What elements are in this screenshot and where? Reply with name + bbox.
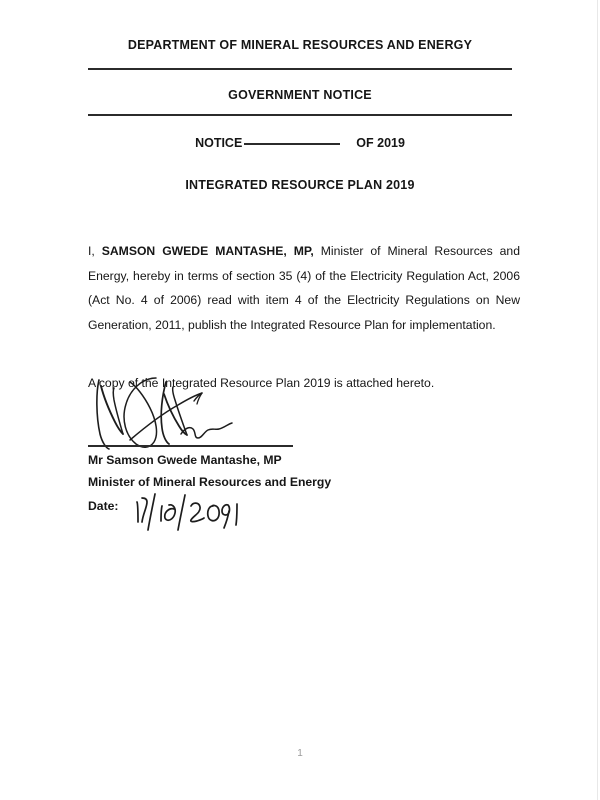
- date-label: Date:: [88, 499, 119, 513]
- signature-line: [88, 445, 293, 447]
- minister-name: SAMSON GWEDE MANTASHE, MP,: [101, 244, 314, 259]
- body-paragraph: [88, 239, 520, 337]
- header-divider-rule-top: [88, 68, 512, 70]
- notice-of-year: OF 2019: [356, 136, 405, 150]
- page-number: 1: [297, 748, 303, 759]
- government-notice-heading: GOVERNMENT NOTICE: [228, 88, 372, 102]
- scan-edge-artifact: [597, 0, 598, 800]
- attachment-paragraph: A copy of the Integrated Resource Plan 2019 is attached hereto.: [88, 376, 435, 391]
- body-lead: I,: [88, 244, 102, 259]
- notice-number-blank: [244, 143, 340, 145]
- page-title: INTEGRATED RESOURCE PLAN 2019: [185, 178, 415, 192]
- signatory-name: Mr Samson Gwede Mantashe, MP: [88, 453, 282, 467]
- body-rest: Minister of Mineral Resources and Energy, hereby in terms of section 35 (4) of the Electricity Regulation Act, 2006 (Act No. 4 of 2006) read with item 4 of the Electricity Regulations on New Generation, 2011, publish the Integrated Resource Plan for implementation.: [88, 244, 520, 332]
- department-header: DEPARTMENT OF MINERAL RESOURCES AND ENERGY: [127, 38, 473, 52]
- header-divider-rule-bottom: [88, 114, 512, 116]
- notice-label: NOTICE: [195, 136, 243, 150]
- date-handwritten: [133, 492, 253, 532]
- notice-number-line: [0, 136, 600, 150]
- signatory-title: Minister of Mineral Resources and Energy: [88, 475, 332, 489]
